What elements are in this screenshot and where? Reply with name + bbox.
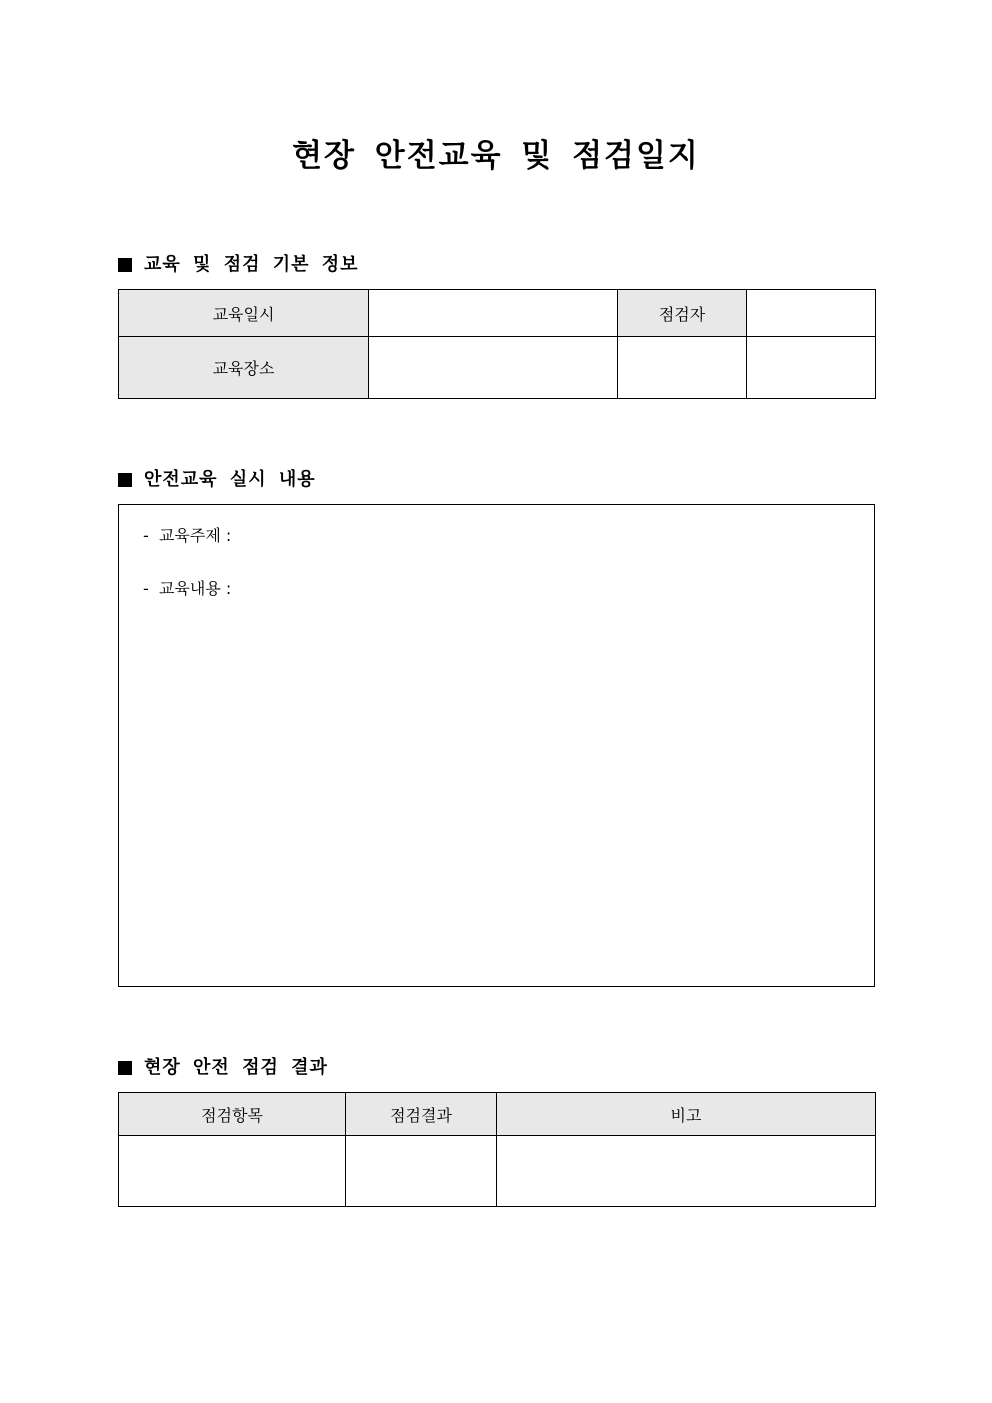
section-heading-label: 안전교육 실시 내용 — [144, 469, 316, 490]
value-cell-education-location[interactable] — [369, 337, 618, 399]
square-bullet-icon — [118, 258, 132, 272]
section-heading-label: 현장 안전 점검 결과 — [144, 1057, 328, 1078]
value-cell-inspection-result[interactable] — [346, 1136, 497, 1207]
label-cell-inspector: 점검자 — [618, 290, 747, 337]
section-heading-inspection-result — [118, 1055, 328, 1081]
value-cell-education-datetime[interactable] — [369, 290, 618, 337]
table-row — [119, 290, 876, 337]
square-bullet-icon — [118, 473, 132, 487]
empty-cell[interactable] — [747, 337, 876, 399]
table-header-row — [119, 1093, 876, 1136]
header-cell-inspection-item: 점검항목 — [119, 1093, 346, 1136]
section-heading-label: 교육 및 점검 기본 정보 — [144, 254, 359, 275]
header-cell-remarks: 비고 — [497, 1093, 876, 1136]
square-bullet-icon — [118, 1061, 132, 1075]
document-title: 현장 안전교육 및 점검일지 — [292, 138, 700, 174]
header-cell-inspection-result: 점검결과 — [346, 1093, 497, 1136]
education-content-box[interactable] — [118, 504, 875, 987]
basic-info-table — [118, 289, 876, 399]
education-topic-line: - 교육주제 : — [143, 526, 232, 545]
section-heading-education-content — [118, 467, 316, 493]
table-row — [119, 337, 876, 399]
empty-cell[interactable] — [618, 337, 747, 399]
section-heading-basic-info — [118, 252, 359, 278]
label-cell-education-datetime: 교육일시 — [119, 290, 369, 337]
value-cell-inspector[interactable] — [747, 290, 876, 337]
label-cell-education-location: 교육장소 — [119, 337, 369, 399]
value-cell-inspection-item[interactable] — [119, 1136, 346, 1207]
education-detail-line: - 교육내용 : — [143, 579, 232, 598]
inspection-result-table — [118, 1092, 876, 1207]
value-cell-remarks[interactable] — [497, 1136, 876, 1207]
table-row — [119, 1136, 876, 1207]
